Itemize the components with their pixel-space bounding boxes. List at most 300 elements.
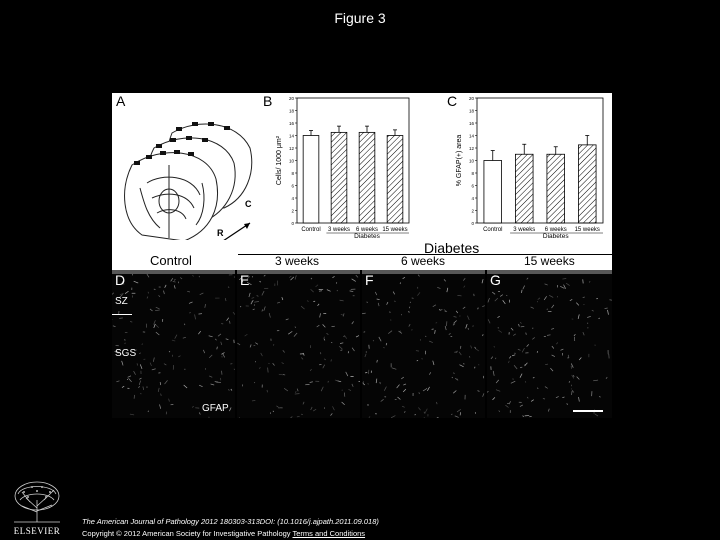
gfap-fiber	[494, 346, 495, 347]
gfap-fiber	[403, 389, 406, 392]
y-tick-label: 8	[291, 171, 294, 176]
gfap-fiber	[367, 302, 368, 303]
gfap-fiber	[402, 406, 404, 407]
gfap-fiber	[392, 368, 396, 370]
bar	[484, 161, 502, 224]
gfap-fiber	[496, 380, 499, 383]
gfap-fiber	[510, 401, 511, 403]
panel-label-g: G	[490, 272, 501, 288]
gfap-fiber	[384, 387, 386, 391]
gfap-fiber	[301, 306, 304, 309]
gfap-fiber	[153, 357, 154, 361]
micrograph-e	[237, 270, 360, 418]
y-tick-label: 12	[288, 146, 294, 151]
gfap-fiber	[231, 389, 232, 391]
gfap-fiber	[139, 378, 141, 379]
slide-title: Figure 3	[334, 10, 386, 26]
gfap-fiber	[199, 412, 200, 414]
gfap-fiber	[332, 276, 334, 278]
gfap-fiber	[324, 337, 325, 338]
gfap-fiber	[254, 382, 255, 383]
gfap-fiber	[531, 400, 534, 402]
header-diabetes: Diabetes	[424, 240, 480, 256]
gfap-fiber	[507, 403, 510, 404]
gfap-fiber	[452, 377, 453, 378]
x-tick-label: 6 weeks	[355, 227, 379, 233]
gfap-fiber	[583, 297, 585, 298]
gfap-fiber	[122, 361, 123, 366]
gfap-fiber	[301, 414, 302, 415]
gfap-fiber	[488, 298, 490, 302]
gfap-fiber	[264, 275, 266, 276]
x-tick-label: Control	[301, 227, 321, 233]
brain-section-illustration	[112, 103, 257, 253]
gfap-fiber	[532, 337, 534, 339]
gfap-fiber	[368, 383, 369, 384]
gfap-fiber	[519, 324, 520, 327]
gfap-fiber	[174, 279, 175, 281]
gfap-fiber	[589, 281, 590, 282]
gfap-fiber	[252, 298, 255, 299]
gfap-fiber	[444, 279, 446, 281]
gfap-fiber	[437, 287, 440, 288]
gfap-fiber	[327, 290, 331, 292]
gfap-fiber	[150, 363, 151, 366]
micrograph-d	[112, 270, 235, 418]
y-tick-label: 20	[288, 96, 294, 101]
gfap-fiber	[551, 328, 554, 329]
gfap-fiber	[295, 327, 296, 328]
gfap-fiber	[165, 285, 166, 288]
header-3-weeks: 3 weeks	[275, 254, 320, 268]
gfap-fiber	[570, 299, 572, 300]
panel-label-a: A	[116, 93, 126, 109]
gfap-fiber	[403, 277, 405, 278]
gfap-fiber	[180, 277, 182, 279]
gfap-fiber	[505, 405, 508, 407]
gfap-fiber	[255, 343, 258, 345]
gfap-fiber	[436, 402, 437, 404]
gfap-fiber	[459, 352, 461, 355]
bar	[578, 145, 596, 223]
gfap-fiber	[527, 278, 528, 280]
citation-text: The American Journal of Pathology 2012 180303-313DOI: (10.1016/j.ajpath.2011.09.018)	[82, 517, 379, 526]
gfap-fiber	[160, 404, 161, 408]
gfap-fiber	[455, 416, 459, 418]
x-axis-label: Diabetes	[354, 233, 380, 240]
gfap-fiber	[282, 297, 283, 300]
gfap-fiber	[330, 413, 332, 415]
gfap-fiber	[172, 340, 175, 341]
gfap-fiber	[496, 390, 500, 392]
gfap-fiber	[264, 307, 266, 311]
gfap-fiber	[377, 360, 378, 363]
gfap-fiber	[341, 314, 343, 315]
gfap-fiber	[572, 391, 573, 395]
gfap-fiber	[142, 344, 143, 345]
gfap-fiber	[217, 347, 218, 350]
gfap-fiber	[234, 369, 235, 371]
gfap-fiber	[229, 321, 230, 324]
gfap-fiber	[527, 397, 528, 398]
gfap-fiber	[120, 293, 124, 295]
gfap-fiber	[218, 334, 221, 336]
gfap-fiber	[301, 358, 303, 360]
y-tick-label: 8	[471, 171, 474, 176]
gfap-fiber	[520, 367, 522, 368]
gfap-fiber	[460, 365, 464, 367]
gfap-fiber	[320, 352, 321, 354]
gfap-fiber	[209, 336, 213, 337]
gfap-fiber	[560, 349, 563, 350]
gfap-fiber	[291, 277, 294, 280]
gfap-fiber	[324, 359, 326, 360]
gfap-fiber	[352, 384, 353, 387]
y-tick-label: 18	[468, 108, 474, 114]
gfap-fiber	[578, 314, 579, 318]
gfap-fiber	[277, 302, 280, 303]
gfap-fiber	[373, 340, 374, 341]
gfap-fiber	[362, 313, 366, 314]
gfap-fiber	[433, 361, 434, 365]
gfap-fiber	[356, 336, 359, 338]
gfap-fiber	[259, 367, 260, 368]
gfap-fiber	[130, 414, 134, 415]
scale-bar	[573, 410, 603, 412]
gfap-fiber	[128, 376, 131, 377]
gfap-fiber	[386, 343, 387, 345]
gfap-fiber	[320, 313, 321, 317]
gfap-fiber	[254, 302, 259, 303]
bar	[303, 136, 319, 224]
sz-boundary-line	[112, 314, 132, 315]
gfap-fiber	[173, 281, 176, 282]
gfap-fiber	[499, 410, 500, 411]
gfap-fiber	[583, 332, 584, 335]
gfap-fiber	[311, 278, 312, 279]
y-tick-label: 10	[468, 158, 474, 164]
gfap-fiber	[273, 411, 274, 412]
copyright-text: Copyright © 2012 American Society for Investigative Pathology	[82, 529, 293, 538]
gfap-fiber	[245, 334, 248, 336]
axis-r-label: R	[217, 228, 224, 238]
x-tick-label: 3 weeks	[327, 227, 351, 233]
gfap-fiber	[343, 313, 344, 316]
gfap-fiber	[259, 281, 260, 282]
gfap-fiber	[321, 387, 323, 391]
gfap-fiber	[184, 385, 187, 388]
gfap-fiber	[454, 320, 457, 323]
gfap-fiber	[209, 355, 212, 358]
gfap-fiber	[548, 409, 549, 412]
bar	[387, 136, 403, 224]
gfap-fiber	[593, 380, 598, 381]
gfap-fiber	[199, 276, 200, 277]
gfap-fiber	[205, 304, 206, 308]
gfap-fiber	[552, 346, 554, 348]
gfap-fiber	[317, 325, 320, 327]
gfap-fiber	[418, 408, 420, 411]
sgs-label: SGS	[115, 348, 137, 359]
gfap-fiber	[273, 344, 274, 345]
gfap-fiber	[560, 286, 564, 288]
gfap-fiber	[499, 330, 502, 332]
gfap-fiber	[313, 301, 315, 302]
gfap-fiber	[286, 319, 289, 320]
gfap-fiber	[156, 307, 160, 309]
gfap-fiber	[531, 307, 534, 309]
x-tick-label: 3 weeks	[513, 227, 536, 233]
gfap-fiber	[233, 312, 235, 315]
gfap-fiber	[410, 302, 411, 303]
bar	[547, 154, 565, 223]
gfap-fiber	[378, 303, 379, 306]
gfap-fiber	[342, 402, 345, 405]
gfap-fiber	[228, 287, 229, 288]
panel-label-d: D	[115, 272, 126, 288]
gfap-fiber	[203, 350, 204, 353]
panel-c-gfap-area-chart	[447, 93, 607, 243]
gfap-fiber	[423, 388, 427, 391]
gfap-fiber	[369, 416, 370, 418]
gfap-fiber	[352, 348, 354, 351]
gfap-fiber	[463, 307, 465, 309]
gfap-fiber	[269, 313, 270, 317]
gfap-fiber	[303, 353, 304, 356]
panel-label-e: E	[240, 272, 250, 288]
gfap-fiber	[483, 393, 484, 396]
axis-c-label: C	[245, 199, 252, 209]
gfap-fiber	[294, 333, 297, 337]
gfap-fiber	[160, 382, 161, 385]
gfap-fiber	[429, 372, 430, 374]
gfap-fiber	[513, 334, 516, 336]
gfap-fiber	[225, 298, 226, 301]
gfap-fiber	[128, 378, 131, 382]
gfap-fiber	[228, 390, 229, 391]
gfap-fiber	[158, 388, 159, 392]
gfap-fiber	[497, 316, 499, 317]
gfap-fiber	[311, 289, 314, 292]
y-tick-label: 0	[291, 221, 294, 226]
gfap-fiber	[174, 285, 175, 288]
gfap-fiber	[521, 326, 525, 327]
gfap-fiber	[556, 342, 557, 344]
gfap-fiber	[574, 334, 575, 336]
gfap-fiber	[449, 333, 451, 334]
sz-label: SZ	[115, 296, 128, 307]
gfap-fiber	[227, 318, 229, 321]
gfap-fiber	[478, 308, 479, 310]
gfap-fiber	[445, 326, 446, 330]
pial-surface-band	[487, 270, 612, 274]
gfap-fiber	[192, 406, 193, 407]
gfap-fiber	[200, 293, 204, 295]
gfap-fiber	[348, 389, 351, 390]
gfap-fiber	[417, 360, 418, 361]
gfap-fiber	[295, 275, 296, 279]
figure-3	[112, 93, 612, 418]
gfap-fiber	[339, 346, 342, 349]
gfap-fiber	[279, 374, 283, 375]
gfap-fiber	[377, 299, 380, 300]
gfap-fiber	[113, 326, 116, 327]
gfap-fiber	[418, 275, 419, 277]
gfap-fiber	[605, 308, 608, 309]
gfap-fiber	[608, 310, 609, 315]
pial-surface-band	[362, 270, 485, 274]
gfap-fiber	[379, 337, 381, 341]
gfap-fiber	[333, 406, 335, 410]
gfap-fiber	[424, 412, 425, 414]
bar	[515, 154, 533, 223]
gfap-fiber	[344, 335, 346, 339]
gfap-fiber	[198, 331, 200, 334]
panel-label-c: C	[447, 93, 458, 109]
gfap-fiber	[318, 304, 320, 306]
gfap-fiber	[211, 384, 215, 385]
gfap-fiber	[237, 343, 240, 345]
gfap-fiber	[550, 368, 553, 371]
gfap-fiber	[482, 306, 485, 307]
gfap-fiber	[376, 379, 377, 383]
gfap-fiber	[576, 303, 579, 306]
gfap-fiber	[433, 305, 436, 307]
header-6-weeks: 6 weeks	[401, 254, 446, 268]
gfap-fiber	[435, 330, 436, 334]
gfap-fiber	[573, 375, 574, 376]
gfap-fiber	[526, 333, 527, 335]
gfap-fiber	[171, 278, 173, 281]
gfap-fiber	[545, 364, 548, 365]
gfap-fiber	[169, 399, 170, 402]
gfap-fiber	[491, 357, 493, 359]
gfap-fiber	[323, 365, 325, 369]
gfap-fiber	[468, 329, 469, 330]
gfap-fiber	[289, 276, 291, 278]
gfap-fiber	[352, 279, 356, 282]
gfap-fiber	[380, 382, 381, 384]
y-tick-label: 2	[291, 208, 294, 214]
pial-surface-band	[237, 270, 360, 274]
bar	[331, 132, 347, 223]
gfap-fiber	[297, 416, 300, 417]
gfap-fiber	[482, 279, 483, 283]
gfap-fiber	[520, 322, 521, 323]
gfap-fiber	[595, 414, 598, 416]
gfap-fiber	[257, 296, 259, 297]
gfap-fiber	[471, 346, 472, 349]
gfap-fiber	[311, 407, 312, 410]
gfap-fiber	[326, 333, 328, 334]
gfap-fiber	[487, 391, 488, 392]
gfap-fiber	[409, 324, 410, 326]
gfap-fiber	[310, 369, 311, 371]
gfap-fiber	[297, 389, 298, 392]
gfap-fiber	[467, 316, 469, 320]
gfap-fiber	[148, 411, 149, 412]
gfap-fiber	[346, 372, 348, 376]
gfap-fiber	[192, 275, 193, 276]
gfap-fiber	[538, 298, 540, 300]
gfap-fiber	[417, 292, 420, 295]
gfap-fiber	[403, 384, 406, 385]
x-tick-label: 6 weeks	[544, 227, 567, 233]
y-tick-label: 4	[291, 196, 294, 201]
gfap-fiber	[289, 417, 292, 418]
terms-link[interactable]: Terms and Conditions	[292, 529, 366, 538]
gfap-fiber	[134, 371, 136, 375]
y-axis-label: % GFAP(+) area	[456, 134, 463, 187]
gfap-fiber	[209, 417, 210, 418]
gfap-fiber	[276, 406, 278, 407]
gfap-fiber	[303, 402, 304, 405]
gfap-fiber	[324, 338, 325, 340]
gfap-fiber	[512, 355, 515, 356]
gfap-fiber	[125, 291, 128, 293]
x-tick-label: Control	[483, 227, 503, 233]
gfap-fiber	[164, 291, 165, 294]
gfap-fiber	[350, 291, 354, 292]
gfap-fiber	[475, 349, 478, 351]
gfap-fiber	[254, 304, 255, 305]
gfap-fiber	[464, 286, 465, 288]
gfap-fiber	[599, 396, 600, 397]
gfap-fiber	[457, 409, 461, 412]
gfap-fiber	[226, 339, 229, 340]
gfap-fiber	[544, 296, 547, 300]
gfap-fiber	[178, 356, 180, 357]
gfap-fiber	[262, 291, 264, 295]
gfap-fiber	[381, 399, 384, 401]
gfap-fiber	[398, 397, 401, 399]
y-tick-label: 6	[291, 183, 294, 189]
gfap-fiber	[493, 371, 494, 376]
panel-label-f: F	[365, 272, 374, 288]
footer-copyright	[82, 529, 365, 538]
gfap-fiber	[125, 343, 126, 344]
gfap-fiber	[455, 378, 458, 380]
y-tick-label: 18	[288, 108, 294, 114]
gfap-fiber	[466, 324, 468, 328]
gfap-fiber	[439, 309, 440, 310]
header-15-weeks: 15 weeks	[524, 254, 575, 268]
gfap-fiber	[518, 349, 521, 350]
gfap-fiber	[453, 324, 455, 326]
gfap-fiber	[509, 356, 511, 358]
gfap-fiber	[495, 298, 498, 301]
gfap-fiber	[400, 282, 401, 284]
gfap-fiber	[527, 344, 529, 346]
gfap-fiber	[503, 300, 506, 304]
y-tick-label: 20	[468, 96, 474, 101]
gfap-fiber	[159, 295, 160, 296]
gfap-fiber	[282, 363, 284, 364]
x-tick-label: 15 weeks	[382, 227, 408, 233]
gfap-fiber	[493, 397, 495, 400]
pial-surface-band	[112, 270, 235, 274]
gfap-fiber	[425, 336, 426, 337]
gfap-fiber	[520, 374, 522, 378]
gfap-fiber	[155, 310, 160, 311]
gfap-fiber	[363, 383, 365, 385]
y-axis-label: Cells/ 1000 μm²	[276, 135, 283, 186]
gfap-fiber	[609, 300, 612, 301]
gfap-fiber	[284, 388, 288, 391]
gfap-fiber	[427, 387, 429, 391]
gfap-fiber	[429, 341, 433, 342]
gfap-fiber	[401, 377, 404, 379]
